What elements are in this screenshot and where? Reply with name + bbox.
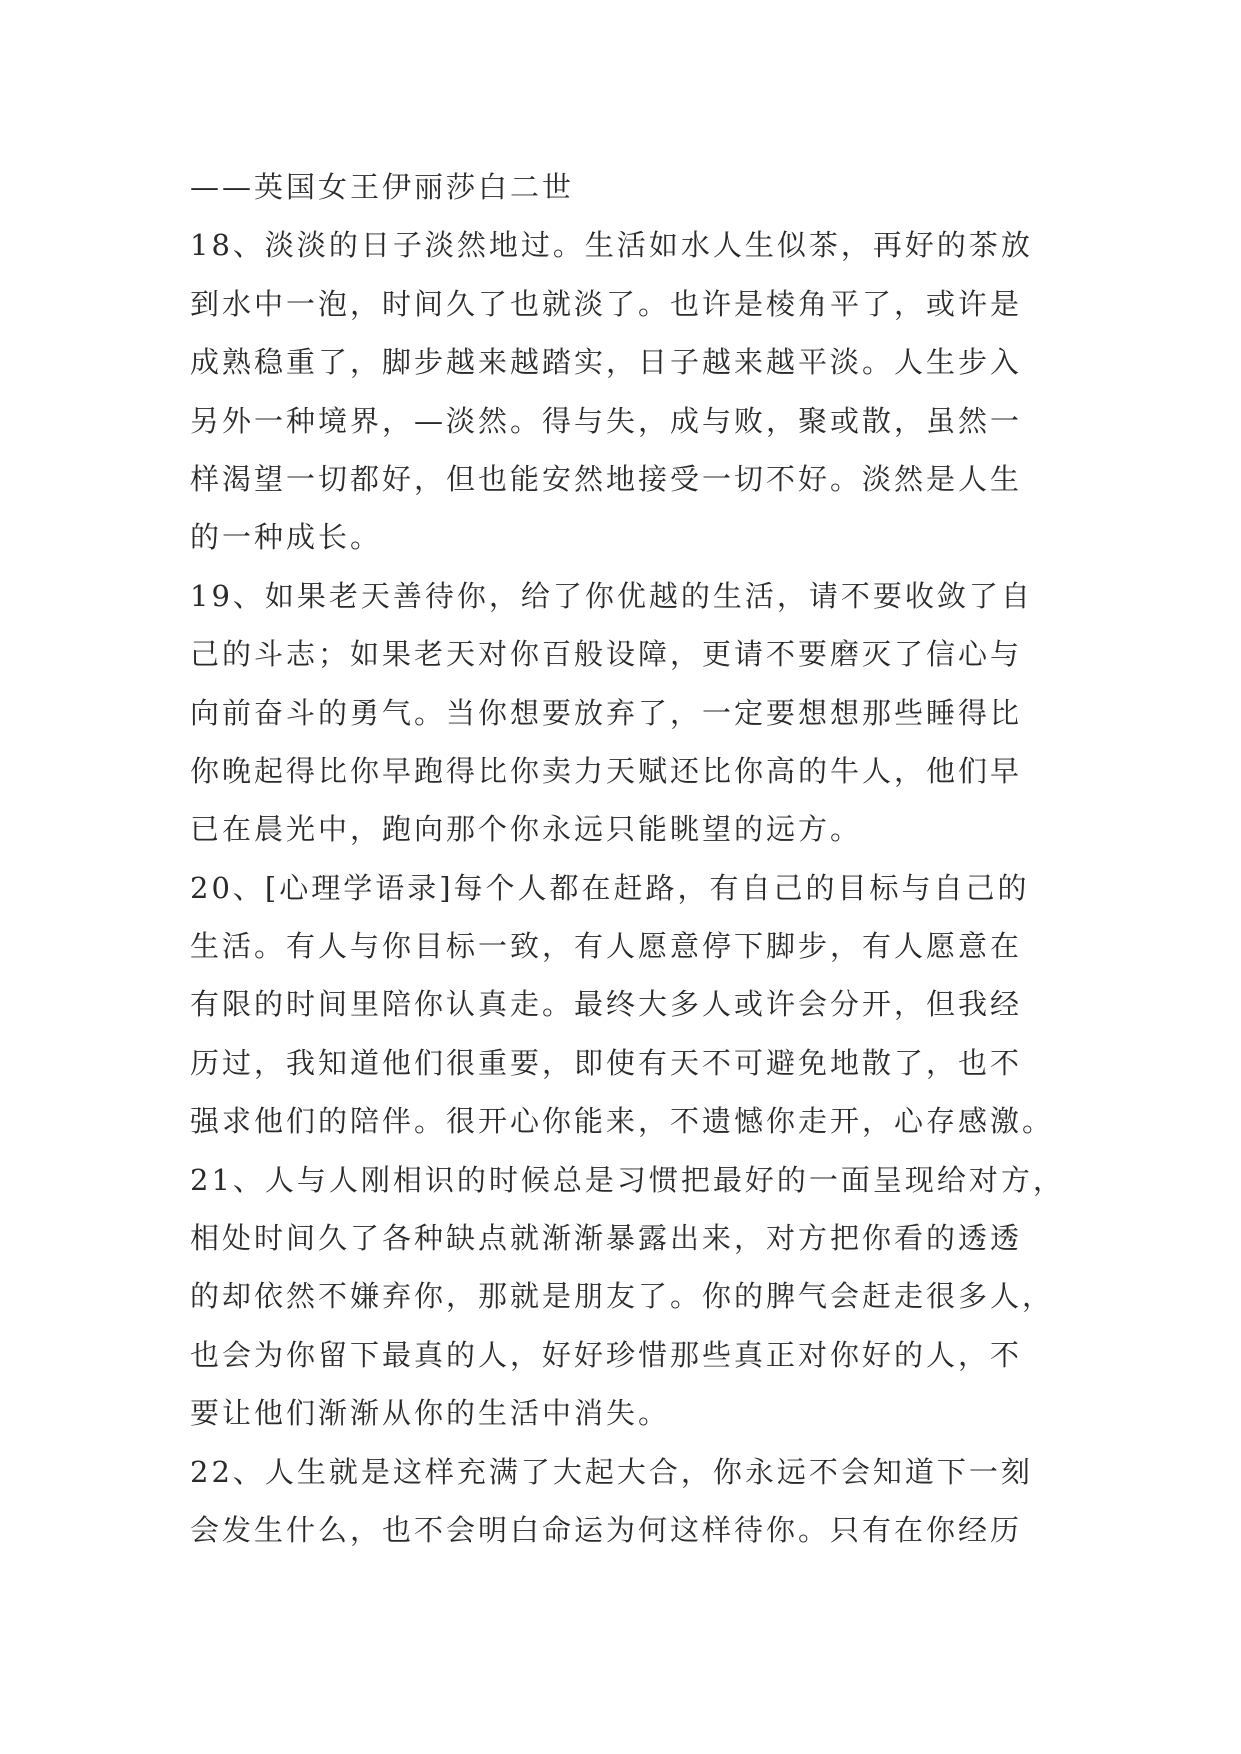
text-line: 已在晨光中，跑向那个你永远只能眺望的远方。 [190,812,863,847]
text-line: 18、淡淡的日子淡然地过。生活如水人生似茶，再好的茶放 [190,228,1033,263]
text-line: 另外一种境界，—淡然。得与失，成与败，聚或散，虽然一 [190,403,1023,438]
text-line: 的却依然不嫌弃你，那就是朋友了。你的脾气会赶走很多人， [190,1279,1055,1314]
text-line: 19、如果老天善待你，给了你优越的生活，请不要收敛了自 [190,578,1033,613]
text-line: 向前奋斗的勇气。当你想要放弃了，一定要想想那些睡得比 [190,695,1023,730]
text-line: 也会为你留下最真的人，好好珍惜那些真正对你好的人，不 [190,1337,1023,1372]
text-line: 强求他们的陪伴。很开心你能来，不遗憾你走开，心存感激。 [190,1104,1055,1139]
text-line: 20、[心理学语录]每个人都在赶路，有自己的目标与自己的 [190,870,1030,905]
text-line: 会发生什么，也不会明白命运为何这样待你。只有在你经历 [190,1512,1023,1547]
text-line: 你晚起得比你早跑得比你卖力天赋还比你高的牛人，他们早 [190,753,1023,788]
text-line: 历过，我知道他们很重要，即使有天不可避免地散了，也不 [190,1045,1023,1080]
text-line: 生活。有人与你目标一致，有人愿意停下脚步，有人愿意在 [190,929,1023,964]
text-line: 样渴望一切都好，但也能安然地接受一切不好。淡然是人生 [190,461,1023,496]
text-line: 21、人与人刚相识的时候总是习惯把最好的一面呈现给对方， [190,1162,1065,1197]
text-line: 的一种成长。 [190,520,383,555]
text-line: 己的斗志；如果老天对你百般设障，更请不要磨灭了信心与 [190,637,1023,672]
text-line: 有限的时间里陪你认真走。最终大多人或许会分开，但我经 [190,987,1023,1022]
text-line: 22、人生就是这样充满了大起大合，你永远不会知道下一刻 [190,1454,1033,1489]
text-line: 到水中一泡，时间久了也就淡了。也许是棱角平了，或许是 [190,286,1023,321]
attribution-line: ——英国女王伊丽莎白二世 [190,170,575,204]
text-line: 相处时间久了各种缺点就渐渐暴露出来，对方把你看的透透 [190,1221,1023,1256]
document-body [190,158,1065,1559]
text-line: 成熟稳重了，脚步越来越踏实，日子越来越平淡。人生步入 [190,345,1023,380]
text-line: 要让他们渐渐从你的生活中消失。 [190,1396,671,1431]
